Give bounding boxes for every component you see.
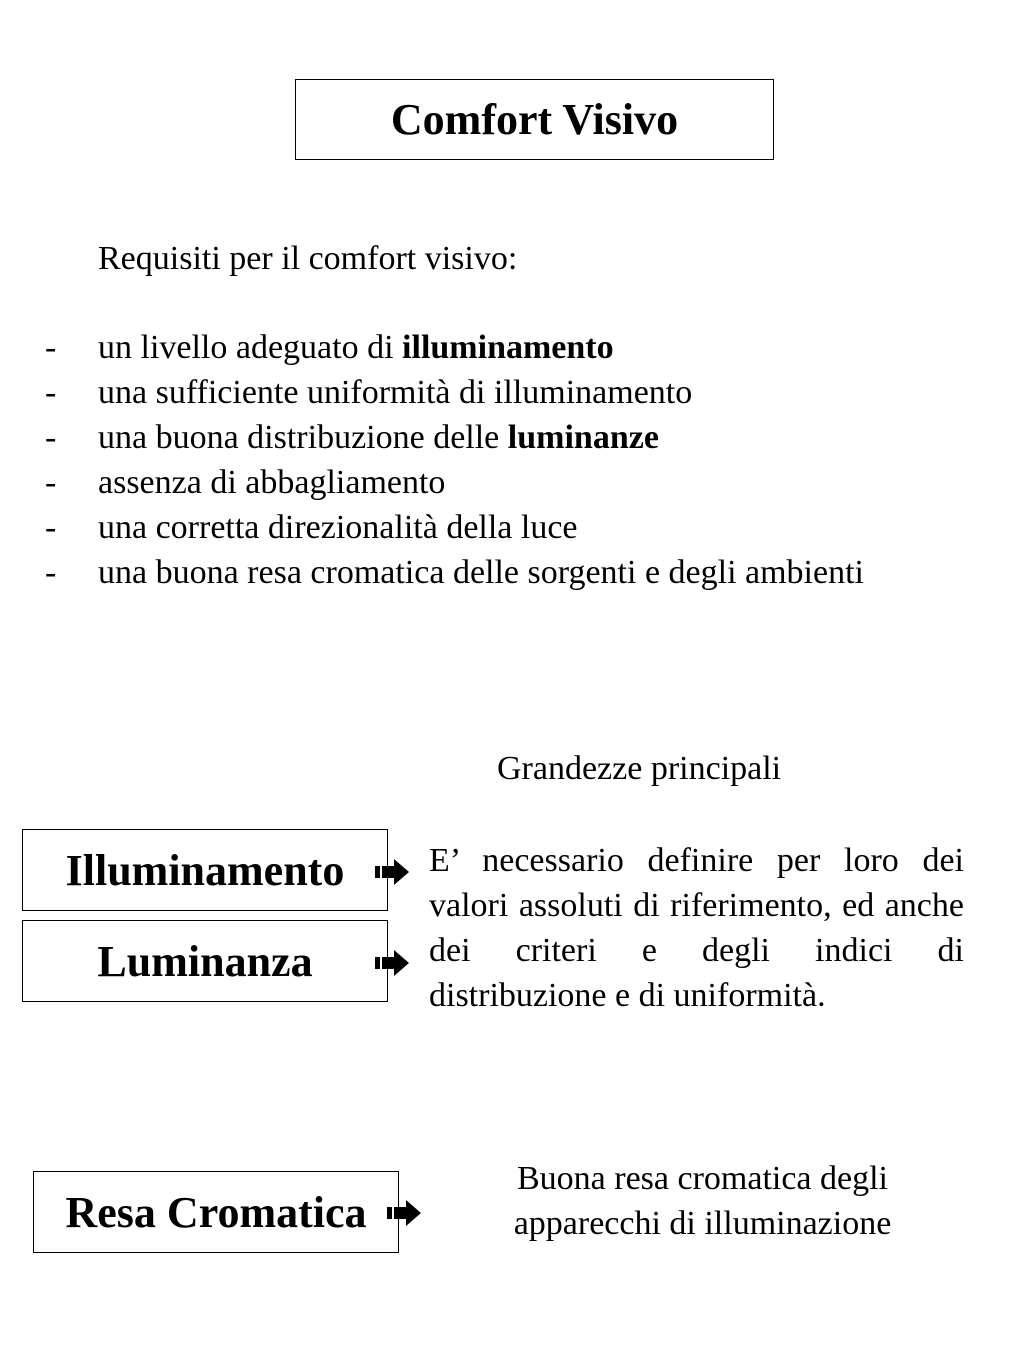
resa-cromatica-box bbox=[33, 1171, 399, 1253]
grandezze-heading: Grandezze principali bbox=[497, 750, 782, 787]
illuminamento-box bbox=[22, 829, 388, 911]
luminanza-label: Luminanza bbox=[97, 936, 313, 986]
luminanza-box bbox=[22, 920, 388, 1002]
list-item bbox=[40, 370, 975, 415]
right-arrow-icon bbox=[386, 1198, 422, 1228]
list-item-text: un livello adeguato di bbox=[98, 329, 403, 366]
resa-cromatica-text: Buona resa cromatica degli apparecchi di illuminazione bbox=[513, 1160, 892, 1242]
page-title: Comfort Visivo bbox=[390, 95, 679, 144]
illuminamento-label: Illuminamento bbox=[65, 845, 345, 895]
explanation-text: E’ necessario definire per loro dei valori assoluti di riferimento, ed anche dei criteri e degli indici di distribuzione e di uniformità. bbox=[429, 842, 964, 1014]
list-dash: - bbox=[45, 374, 57, 411]
list-item-text: una sufficiente uniformità di illuminamento bbox=[98, 374, 693, 411]
list-item-text: assenza di abbagliamento bbox=[98, 464, 446, 501]
list-dash: - bbox=[45, 554, 57, 591]
list-dash: - bbox=[45, 464, 57, 501]
list-item-text: una buona distribuzione delle bbox=[98, 419, 508, 456]
resa-cromatica-label: Resa Cromatica bbox=[65, 1187, 367, 1237]
right-arrow-icon bbox=[374, 857, 410, 887]
list-item-bold: illuminamento bbox=[402, 329, 614, 366]
list-dash: - bbox=[45, 509, 57, 546]
list-item-bold: luminanze bbox=[507, 419, 659, 456]
list-dash: - bbox=[45, 419, 57, 456]
requirements-list bbox=[40, 325, 975, 595]
list-dash: - bbox=[45, 329, 57, 366]
list-item bbox=[40, 460, 975, 505]
intro-text: Requisiti per il comfort visivo: bbox=[98, 240, 518, 277]
list-item bbox=[40, 415, 975, 460]
right-arrow-icon bbox=[374, 948, 410, 978]
list-item bbox=[40, 505, 975, 550]
list-item-text: una corretta direzionalità della luce bbox=[98, 509, 578, 546]
list-item-text: una buona resa cromatica delle sorgenti e degli ambienti bbox=[98, 554, 864, 591]
list-item bbox=[40, 550, 975, 595]
list-item bbox=[40, 325, 975, 370]
title-box bbox=[295, 79, 774, 160]
